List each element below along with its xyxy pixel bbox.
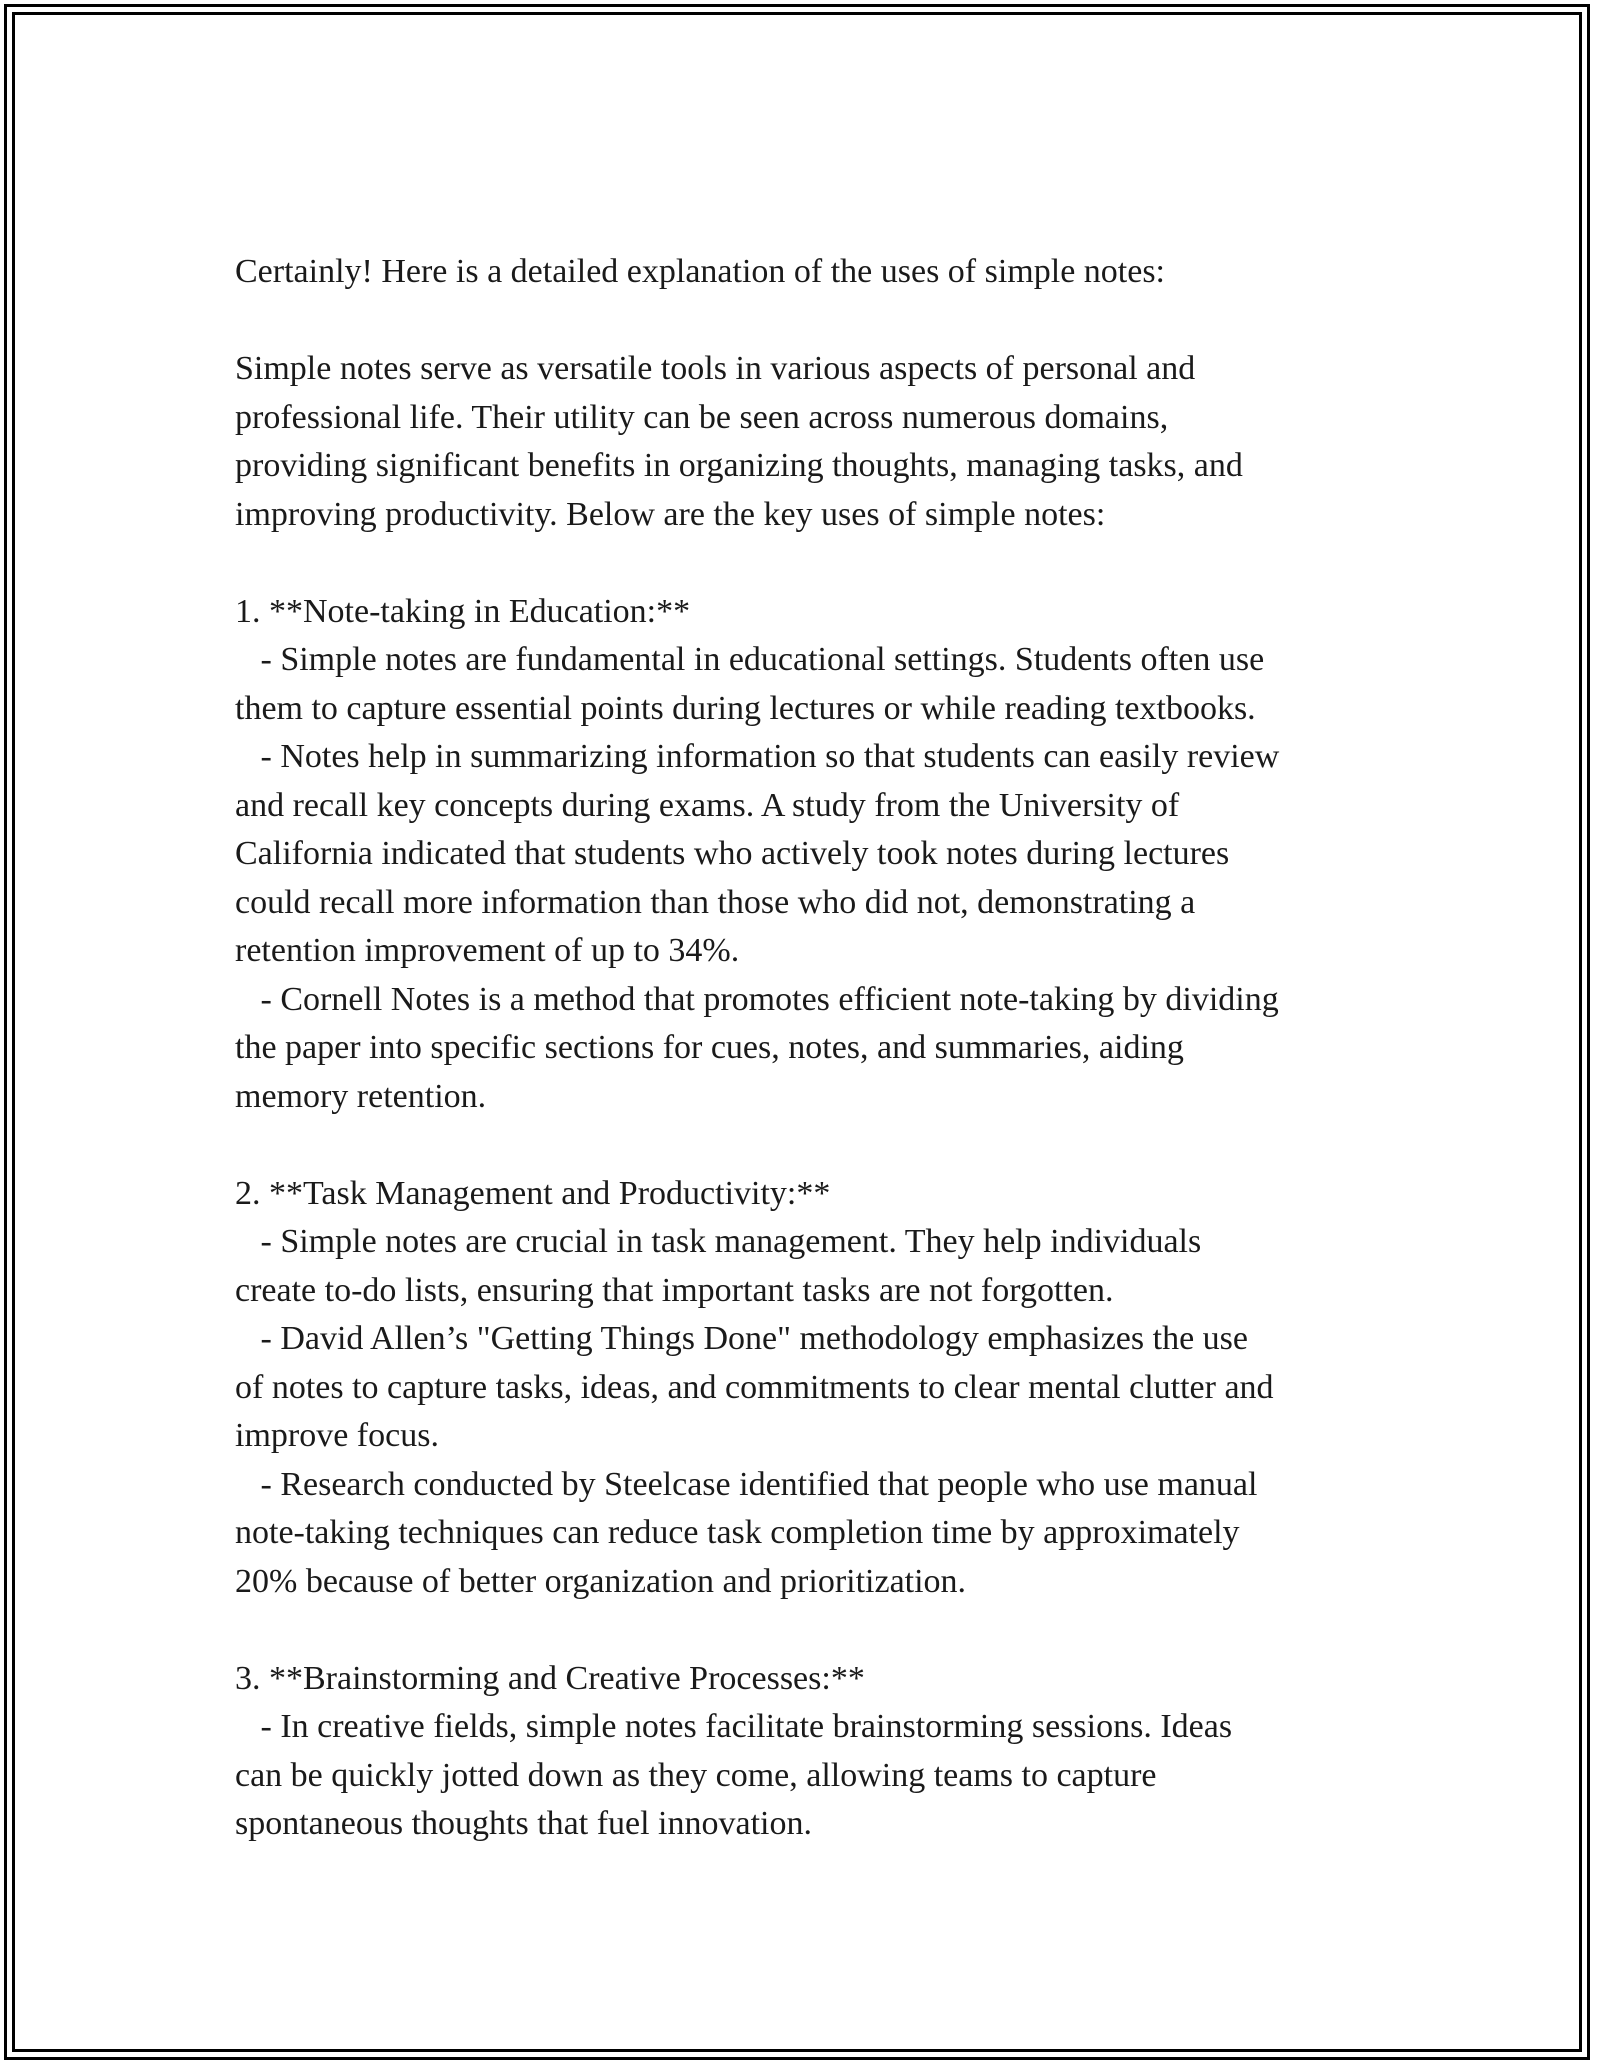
text-line: - Simple notes are crucial in task management. They help individuals: [235, 1223, 1202, 1260]
blank-line: [235, 297, 1395, 346]
text-line: can be quickly jotted down as they come, allowing teams to capture: [235, 1756, 1157, 1794]
text-line: professional life. Their utility can be seen across numerous domains,: [235, 398, 1169, 436]
text-line: - Research conducted by Steelcase identified that people who use manual: [235, 1465, 1258, 1503]
section-heading: 1. **Note-taking in Education:**: [235, 592, 691, 630]
text-line: - Cornell Notes is a method that promotes efficient note-taking by dividing: [235, 980, 1279, 1018]
text-line: the paper into specific sections for cues, notes, and summaries, aiding: [235, 1029, 1184, 1066]
section-heading: 2. **Task Management and Productivity:**: [235, 1174, 831, 1212]
text-line: and recall key concepts during exams. A study from the University of: [235, 786, 1180, 824]
text-line: could recall more information than those who did not, demonstrating a: [235, 883, 1196, 921]
blank-line: [235, 1121, 1395, 1170]
text-line: - Notes help in summarizing information so that students can easily review: [235, 738, 1280, 775]
blank-line: [235, 539, 1395, 588]
text-line: spontaneous thoughts that fuel innovation.: [235, 1805, 812, 1842]
text-line: Simple notes serve as versatile tools in various aspects of personal and: [235, 350, 1196, 387]
text-line: improving productivity. Below are the key uses of simple notes:: [235, 495, 1106, 533]
text-line: providing significant benefits in organizing thoughts, managing tasks, and: [235, 447, 1243, 484]
document-body: [235, 248, 1395, 1849]
text-line: - In creative fields, simple notes facilitate brainstorming sessions. Ideas: [235, 1708, 1233, 1745]
text-line: memory retention.: [235, 1077, 487, 1115]
text-line: - Simple notes are fundamental in educational settings. Students often use: [235, 641, 1265, 678]
text-line: of notes to capture tasks, ideas, and commitments to clear mental clutter and: [235, 1368, 1274, 1406]
text-line: 20% because of better organization and prioritization.: [235, 1562, 967, 1600]
text-line: them to capture essential points during lectures or while reading textbooks.: [235, 689, 1256, 727]
text-line: - David Allen’s "Getting Things Done" methodology emphasizes the use: [235, 1320, 1248, 1357]
text-line: create to-do lists, ensuring that important tasks are not forgotten.: [235, 1271, 1114, 1309]
text-line: improve focus.: [235, 1417, 439, 1454]
section-heading: 3. **Brainstorming and Creative Processes:**: [235, 1659, 865, 1697]
text-line: Certainly! Here is a detailed explanation of the uses of simple notes:: [235, 253, 1166, 290]
text-line: note-taking techniques can reduce task completion time by approximately: [235, 1514, 1240, 1551]
blank-line: [235, 1606, 1395, 1655]
text-line: retention improvement of up to 34%.: [235, 932, 740, 969]
text-line: California indicated that students who actively took notes during lectures: [235, 835, 1230, 872]
